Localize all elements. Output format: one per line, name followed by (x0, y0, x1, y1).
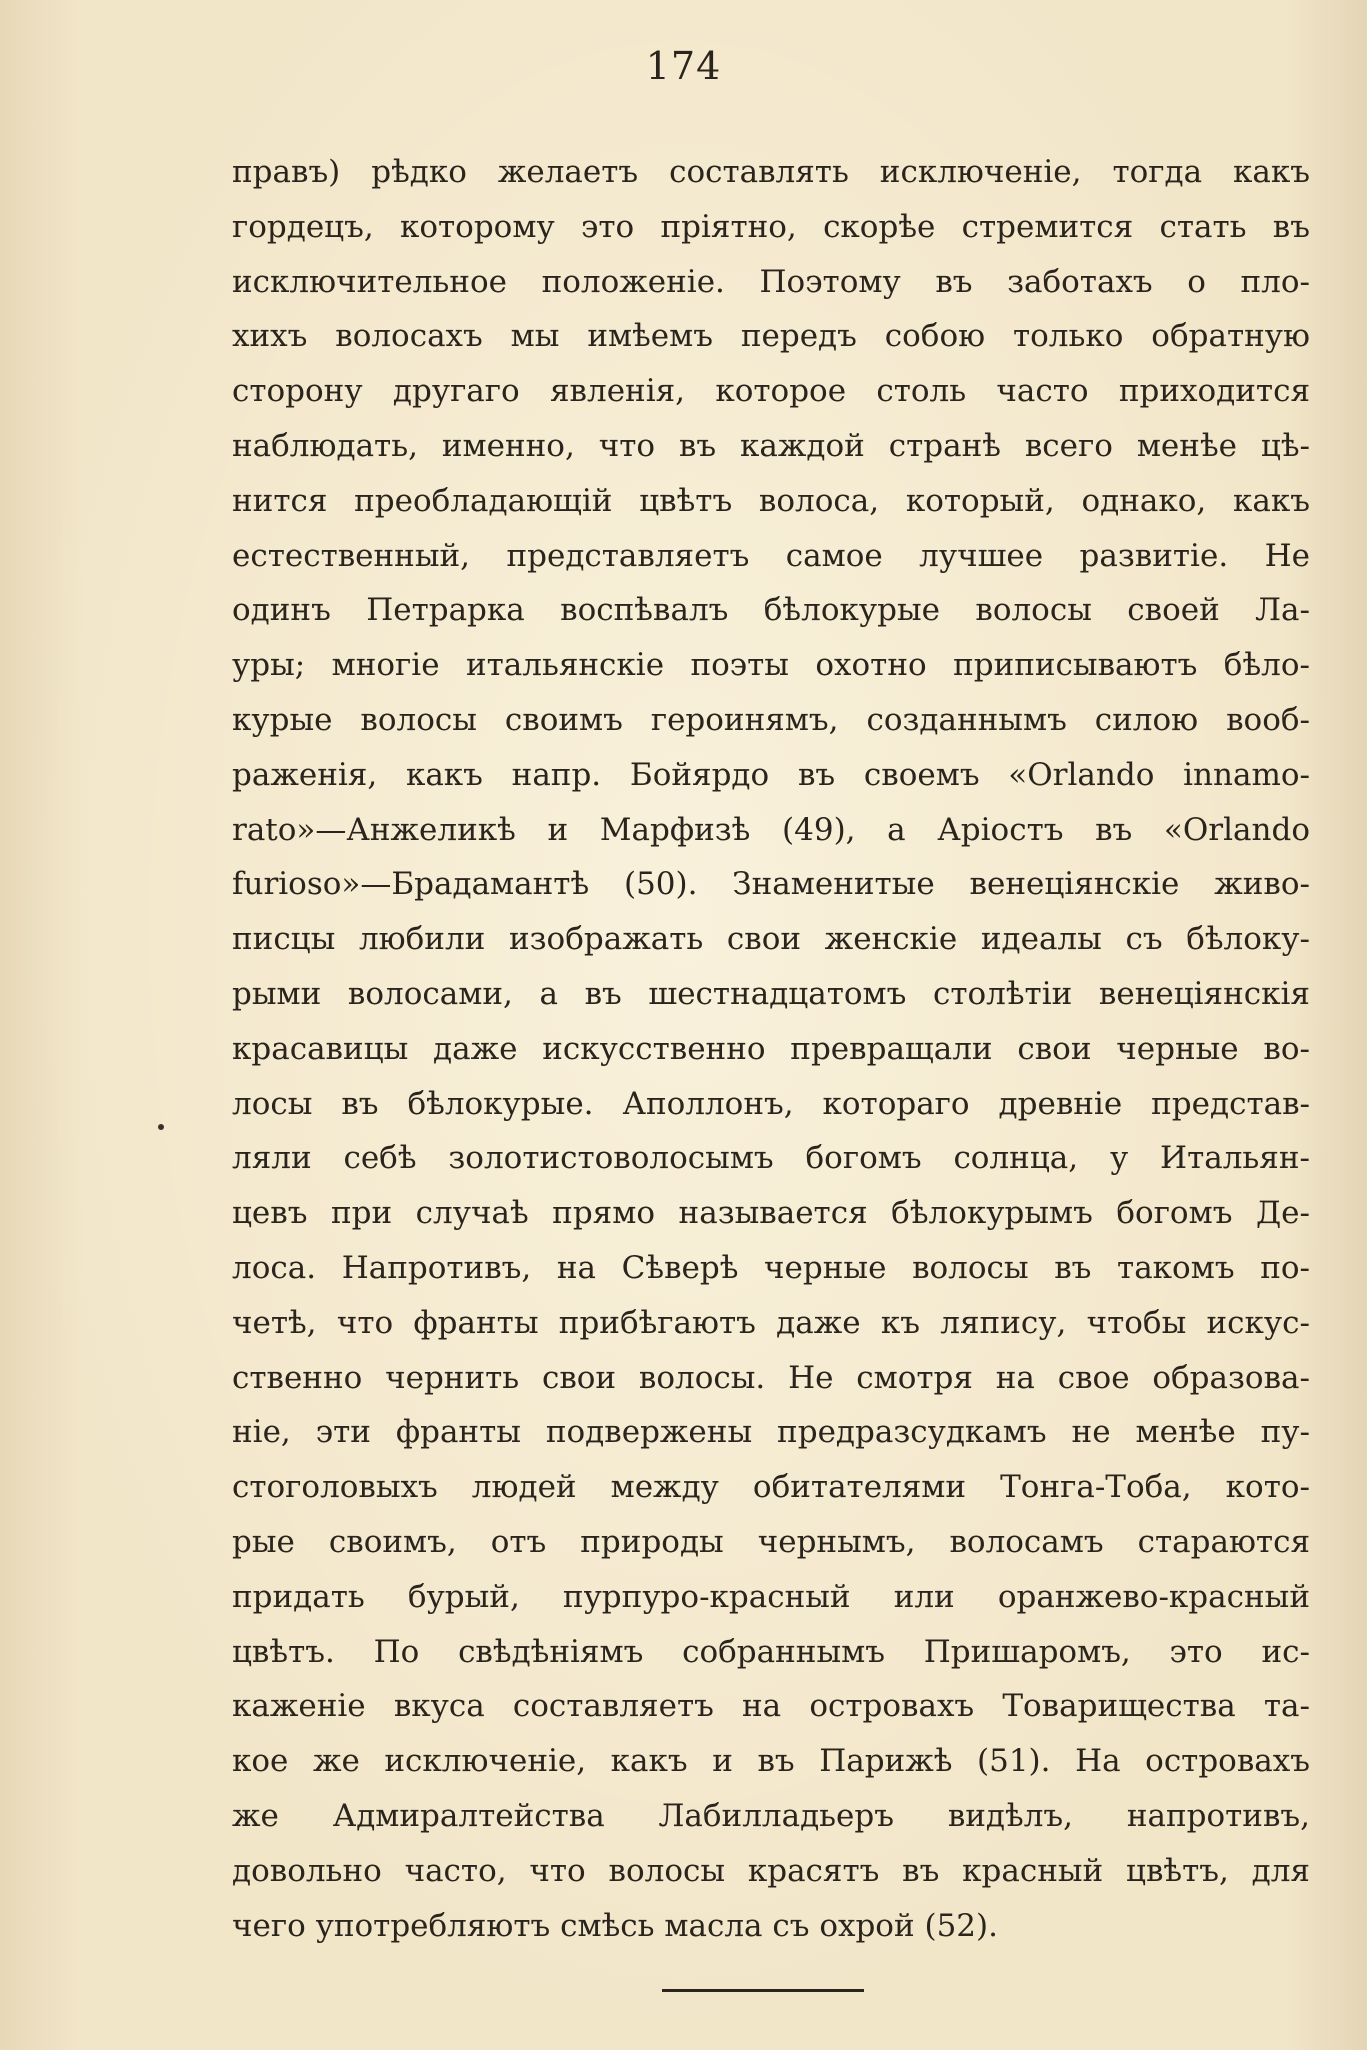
text-line: придать бурый, пурпуро-красный или оранжево-красный (232, 1578, 1310, 1615)
text-line: ляли себѣ золотистоволосымъ богомъ солнца, у Итальян- (232, 1140, 1310, 1177)
text-line: же Адмиралтейства Лабилладьеръ видѣлъ, напротивъ, (232, 1797, 1310, 1834)
text-line: наблюдать, именно, что въ каждой странѣ всего менѣе цѣ- (232, 427, 1310, 464)
ink-speck (158, 1124, 164, 1130)
text-line: rato»—Анжеликѣ и Марфизѣ (49), а Арiостъ въ «Orlando (232, 811, 1310, 848)
text-line: красавицы даже искусственно превращали свои черные во- (232, 1030, 1310, 1067)
text-line: гордецъ, которому это прiятно, скорѣе стремится стать въ (232, 208, 1310, 245)
text-line: сторону другаго явленiя, которое столь часто приходится (232, 373, 1310, 410)
text-line: рые своимъ, отъ природы чернымъ, волосамъ стараются (232, 1523, 1310, 1560)
text-line: хихъ волосахъ мы имѣемъ передъ собою только обратную (232, 318, 1310, 355)
text-line: кое же исключенiе, какъ и въ Парижѣ (51). На островахъ (232, 1743, 1310, 1780)
text-line: одинъ Петрарка воспѣвалъ бѣлокурые волосы своей Ла- (232, 592, 1310, 629)
text-line: естественный, представляетъ самое лучшее развитiе. Не (232, 537, 1310, 574)
text-line: рыми волосами, а въ шестнадцатомъ столѣтiи венецiянскiя (232, 975, 1310, 1012)
text-line: нится преобладающiй цвѣтъ волоса, который, однако, какъ (232, 482, 1310, 519)
text-line: стоголовыхъ людей между обитателями Тонга-Тоба, кото- (232, 1469, 1310, 1506)
text-line: довольно часто, что волосы красятъ въ красный цвѣтъ, для (232, 1852, 1310, 1889)
text-line: раженiя, какъ напр. Бойярдо въ своемъ «Orlando innamo- (232, 756, 1310, 793)
text-line: цвѣтъ. По свѣдѣнiямъ собраннымъ Пришаромъ, это ис- (232, 1633, 1310, 1670)
text-line: лоса. Напротивъ, на Сѣверѣ черные волосы въ такомъ по- (232, 1249, 1310, 1286)
text-line: правъ) рѣдко желаетъ составлять исключенiе, тогда какъ (232, 154, 1310, 190)
text-line: furioso»—Брадамантѣ (50). Знаменитые венецiянскiе живо- (232, 866, 1310, 903)
text-line-last: чего употребляютъ смѣсь масла съ охрой (52). (232, 1907, 998, 1944)
closing-rule (662, 1989, 864, 1992)
text-line: писцы любили изображать свои женскiе идеалы съ бѣлоку- (232, 921, 1310, 958)
body-text (232, 145, 1310, 1953)
text-line: четѣ, что франты прибѣгаютъ даже къ ляпису, чтобы искус- (232, 1304, 1310, 1341)
text-line: лосы въ бѣлокурые. Аполлонъ, котораго древнiе представ- (232, 1085, 1310, 1122)
page-number: 174 (645, 44, 722, 88)
text-line: ственно чернить свои волосы. Не смотря на свое образова- (232, 1359, 1310, 1396)
text-line: курые волосы своимъ героинямъ, созданнымъ силою вооб- (232, 701, 1310, 738)
text-line: уры; многiе итальянскiе поэты охотно приписываютъ бѣло- (232, 647, 1310, 684)
text-line: исключительное положенiе. Поэтому въ заботахъ о пло- (232, 263, 1310, 300)
text-line: нiе, эти франты подвержены предразсудкамъ не менѣе пу- (232, 1414, 1310, 1451)
text-line: цевъ при случаѣ прямо называется бѣлокурымъ богомъ Де- (232, 1195, 1310, 1232)
text-line: каженiе вкуса составляетъ на островахъ Товарищества та- (232, 1688, 1310, 1725)
